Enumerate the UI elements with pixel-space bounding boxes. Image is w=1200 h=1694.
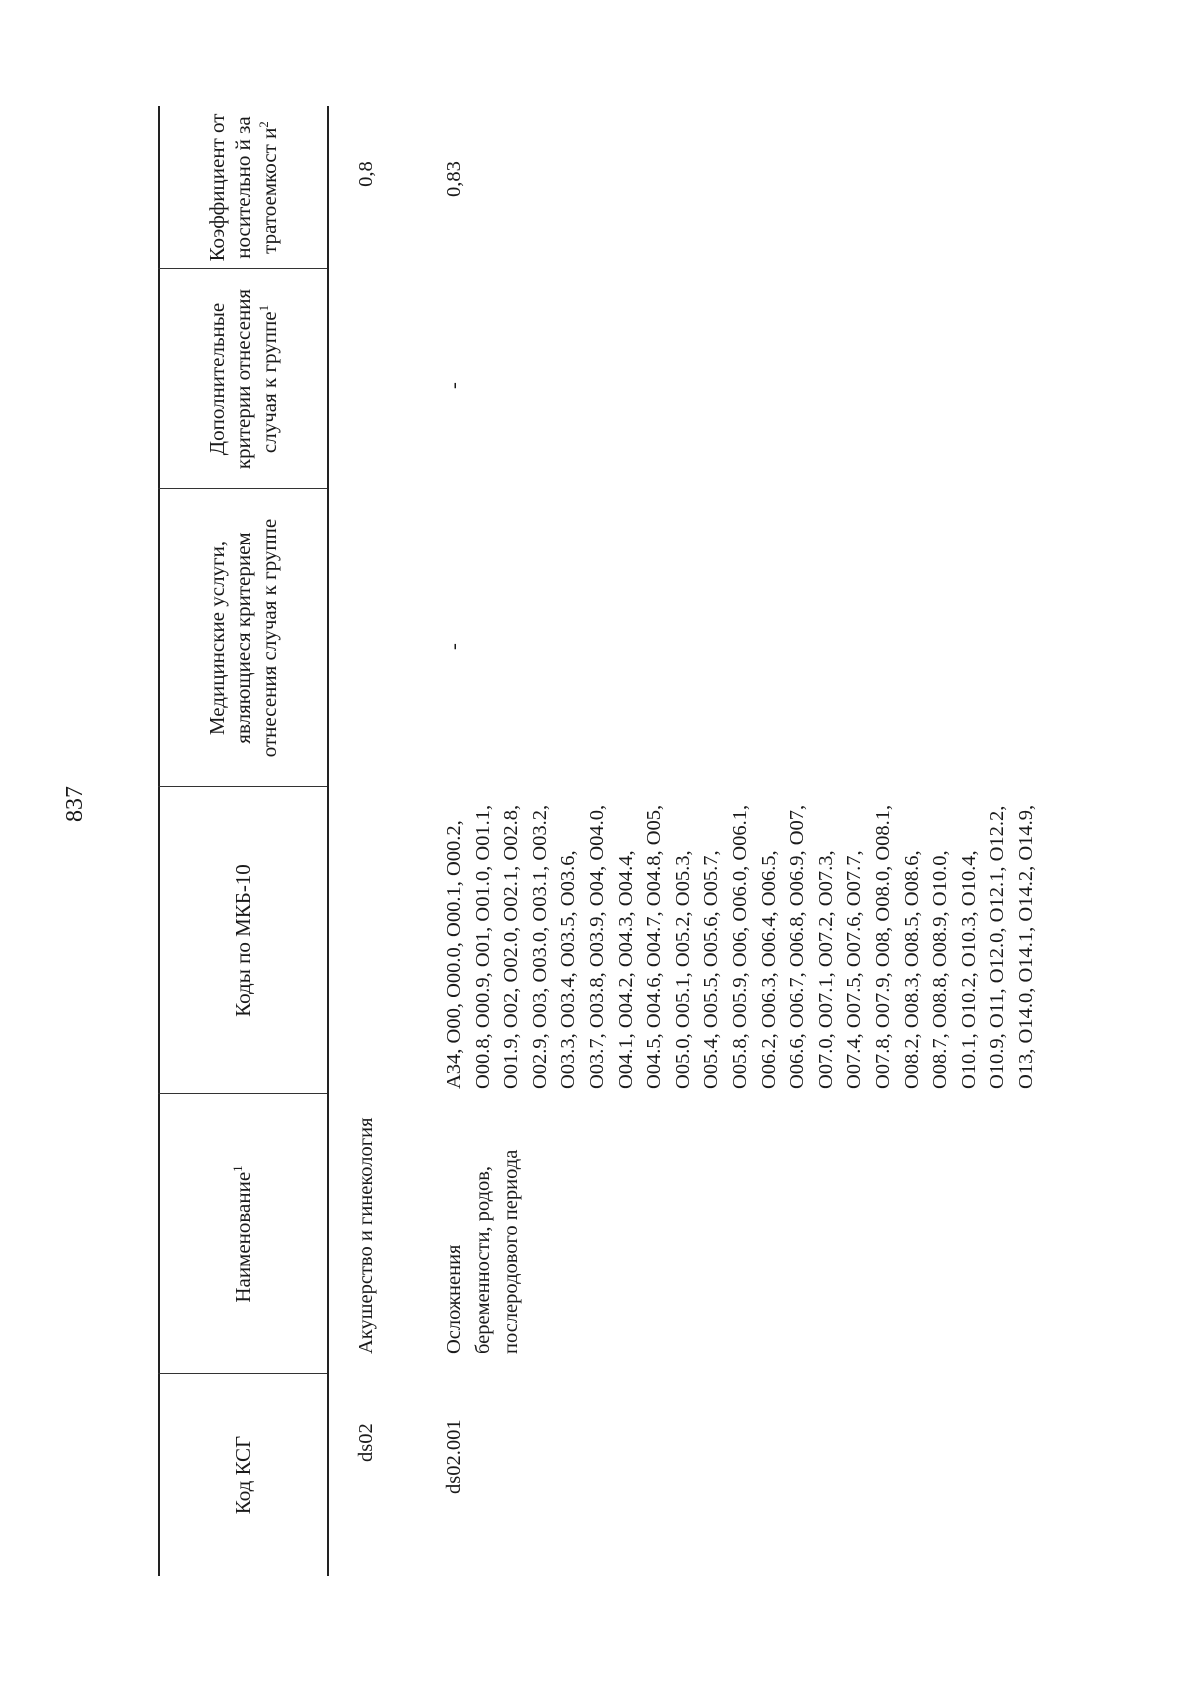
- row-code: ds02.001: [443, 1419, 465, 1494]
- table-header-rule: [327, 106, 329, 1576]
- row-services: -: [443, 643, 465, 650]
- row-criteria: -: [443, 382, 465, 389]
- header-name: Наименование$^1$: [229, 1165, 255, 1303]
- row-name: Акушерство и гинекология: [355, 1117, 377, 1354]
- header-mkb: Коды по МКБ-10: [230, 864, 255, 1017]
- row-mkb-codes: A34, O00, O00.0, O00.1, O00.2, O00.8, O00.9, O01, O01.0, O01.1, O01.9, O02, O02.0, O02.1, O02.8, O02.9, O03, O03.0, O03.1, O03.2, O03.3, O03.4, O03.5, O03.6, O03.7, O03.8, O03.9, O04, O04.0, O04.1, O04.2, O04.3, O04.4, O04.5, O04.6, O04.7, O04.8, O05, O05.0, O05.1, O05.2, O05.3, O05.4, O05.5, O05.6, O05.7, O05.8, O05.9, O06, O06.0, O06.1, O06.2, O06.3, O06.4, O06.5, O06.6, O06.7, O06.8, O06.9, O07, O07.0, O07.1, O07.2, O07.3, O07.4, O07.5, O07.6, O07.7, O07.8, O07.9, O08, O08.0, O08.1, O08.2, O08.3, O08.5, O08.6, O08.7, O08.8, O08.9, O10.0, O10.1, O10.2, O10.3, O10.4, O10.9, O11, O12.0, O12.1, O12.2, O13, O14.0, O14.1, O14.2, O14.9,: [443, 804, 1037, 1089]
- header-code: Код КСГ: [230, 1435, 255, 1515]
- row-coefficient: 0,83: [443, 161, 465, 197]
- header-criteria: Дополнительные критерии отнесения случая к группе$^1$: [204, 288, 281, 470]
- page-number: 837: [62, 786, 88, 822]
- row-code: ds02: [355, 1423, 377, 1462]
- row-coefficient: 0,8: [355, 161, 377, 187]
- row-name: Осложнения беременности, родов, послеродового периода: [443, 1149, 523, 1354]
- header-coefficient: Коэффициент относительно й затратоемкост $и^2$: [204, 113, 281, 262]
- header-services: Медицинские услуги, являющиеся критерием отнесения случая к группе: [204, 518, 281, 758]
